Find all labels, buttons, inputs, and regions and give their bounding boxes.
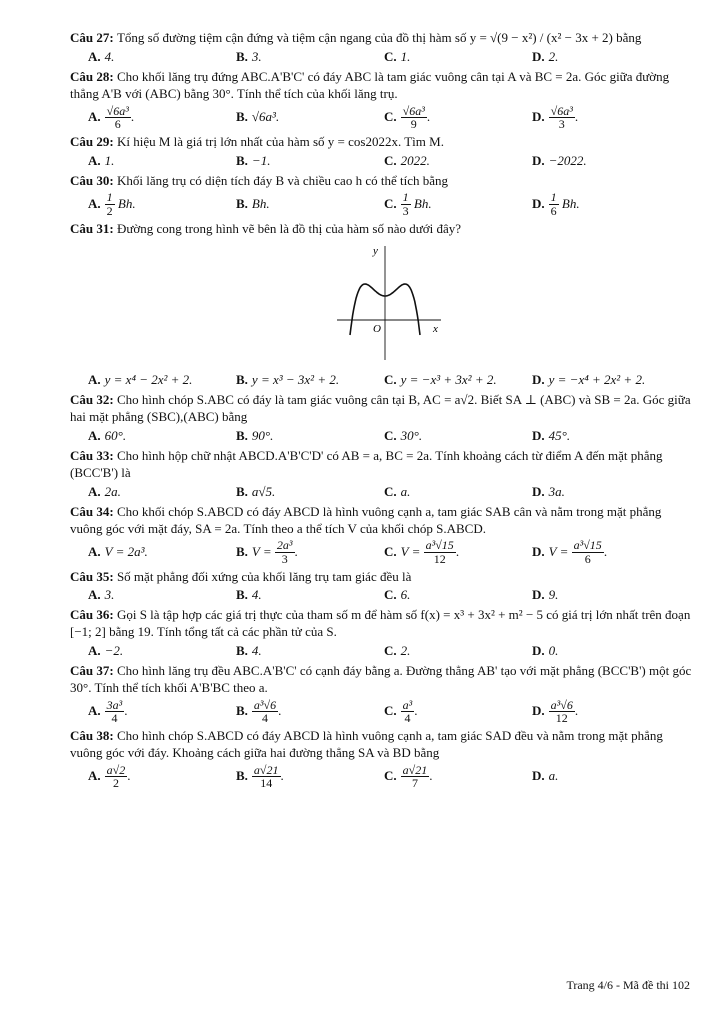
exam-page xyxy=(70,30,692,793)
question-stem xyxy=(70,30,692,47)
answer-option[interactable] xyxy=(366,191,514,217)
option-value: V = 2a³. xyxy=(104,544,148,560)
fraction-denominator: 9 xyxy=(410,117,417,132)
answer-option[interactable] xyxy=(218,153,366,170)
answer-options xyxy=(70,764,692,790)
fraction-numerator: a³√15 xyxy=(573,538,602,553)
answer-options xyxy=(70,484,692,501)
option-fraction xyxy=(572,539,604,565)
option-value: 3. xyxy=(104,587,115,603)
option-letter: B. xyxy=(236,428,248,444)
option-value: 45°. xyxy=(548,428,571,444)
answer-option[interactable] xyxy=(366,49,514,66)
fraction-denominator: 2 xyxy=(112,776,119,791)
option-letter: B. xyxy=(236,703,248,719)
option-letter: D. xyxy=(532,48,545,64)
option-letter: A. xyxy=(88,152,101,168)
fraction-denominator: 3 xyxy=(558,117,565,132)
answer-option[interactable] xyxy=(218,428,366,445)
question-number: Câu 31: xyxy=(70,220,117,236)
fraction-denominator: 3 xyxy=(402,204,409,219)
answer-option[interactable] xyxy=(218,764,366,790)
option-value: −2. xyxy=(104,643,124,659)
option-period: . xyxy=(278,703,282,719)
option-value: 4. xyxy=(251,643,262,659)
option-letter: B. xyxy=(236,587,248,603)
option-letter: D. xyxy=(532,587,545,603)
option-letter: A. xyxy=(88,643,101,659)
answer-options xyxy=(70,539,692,565)
answer-option[interactable] xyxy=(218,699,366,725)
option-letter: C. xyxy=(384,643,397,659)
option-value: 60°. xyxy=(104,428,127,444)
answer-option[interactable] xyxy=(218,539,366,565)
option-value: a. xyxy=(548,768,559,784)
option-letter: D. xyxy=(532,544,545,560)
question-block xyxy=(70,173,692,218)
question-text: Cho khối lăng trụ đứng ABC.A'B'C' có đáy ABC là tam giác vuông cân tại A và BC = 2a. Góc giữa đường thẳng A'B với (ABC) bằng 30°. Tính thể tích của khối lăng trụ. xyxy=(70,68,670,101)
question-text: Cho hình chóp S.ABCD có đáy ABCD là hình vuông cạnh a, tam giác SAD đều và nằm trong mặt phẳng vuông góc với đáy. Khoảng cách giữa hai đường thẳng SA và BD bằng xyxy=(70,728,663,760)
answer-option[interactable] xyxy=(218,587,366,604)
option-letter: D. xyxy=(532,768,545,784)
option-letter: A. xyxy=(88,48,101,64)
question-number: Câu 29: xyxy=(70,133,117,149)
fraction-numerator: a³√6 xyxy=(253,697,277,712)
option-value: 4. xyxy=(104,48,115,64)
question-block xyxy=(70,607,692,660)
fraction-numerator: a√2 xyxy=(106,762,126,777)
answer-option[interactable] xyxy=(218,643,366,660)
question-number: Câu 28: xyxy=(70,68,117,84)
option-value: 3a. xyxy=(548,483,565,499)
answer-option[interactable] xyxy=(366,587,514,604)
question-text: Cho hình chóp S.ABC có đáy là tam giác vuông cân tại B, AC = a√2. Biết SA ⊥ (ABC) và SB = 2a. Góc giữa hai mặt phẳng (SBC),(ABC) bằng xyxy=(70,392,691,425)
option-value: y = −x³ + 3x² + 2. xyxy=(400,372,497,388)
option-fraction xyxy=(549,699,575,725)
option-prefix: V = xyxy=(251,544,275,560)
question-number: Câu 34: xyxy=(70,503,117,519)
answer-option[interactable] xyxy=(366,428,514,445)
option-letter: C. xyxy=(384,544,397,560)
option-fraction xyxy=(105,105,131,131)
option-period: . xyxy=(574,703,579,719)
option-value: Bh. xyxy=(251,196,270,212)
option-fraction xyxy=(105,762,131,791)
option-value: 9. xyxy=(548,587,559,603)
option-letter: D. xyxy=(532,109,545,125)
answer-options xyxy=(70,49,692,66)
answer-option[interactable] xyxy=(70,643,218,660)
option-fraction xyxy=(252,699,278,725)
answer-option[interactable] xyxy=(366,484,514,501)
question-stem xyxy=(70,663,692,697)
option-letter: B. xyxy=(236,196,248,212)
option-letter: B. xyxy=(236,544,248,560)
option-fraction xyxy=(401,105,427,131)
fraction-numerator: 2a³ xyxy=(276,538,293,553)
fraction-numerator: 1 xyxy=(402,190,409,205)
answer-option[interactable] xyxy=(70,372,218,389)
option-letter: C. xyxy=(384,109,397,125)
option-letter: B. xyxy=(236,372,248,388)
fraction-denominator: 2 xyxy=(106,204,113,219)
answer-options xyxy=(70,699,692,725)
answer-option[interactable] xyxy=(514,643,662,660)
option-letter: A. xyxy=(88,483,101,499)
question-text: Kí hiệu M là giá trị lớn nhất của hàm số y = cos2022x. Tìm M. xyxy=(116,133,444,149)
question-text: Gọi S là tập hợp các giá trị thực của tham số m để hàm số f(x) = x³ + 3x² + m² − 5 có giá trị lớn nhất trên đoạn [−1; 2] bằng 19. Tính tổng tất cả các phần tử của S. xyxy=(70,607,691,640)
answer-option[interactable] xyxy=(366,105,514,131)
question-number: Câu 38: xyxy=(70,728,117,744)
option-value: 2a. xyxy=(104,483,121,499)
option-value: 90°. xyxy=(251,428,274,444)
option-period: . xyxy=(414,703,418,719)
fraction-denominator: 4 xyxy=(404,711,411,726)
option-period: . xyxy=(426,109,431,125)
answer-option[interactable] xyxy=(218,49,366,66)
fraction-numerator: a³√15 xyxy=(425,538,454,553)
option-letter: B. xyxy=(236,109,248,125)
fraction-numerator: a√21 xyxy=(402,762,428,777)
option-value: 2022. xyxy=(400,152,430,168)
answer-options xyxy=(70,428,692,445)
option-suffix: Bh. xyxy=(558,196,580,212)
option-period: . xyxy=(294,544,298,560)
option-value: √6a³. xyxy=(251,109,280,125)
option-period: . xyxy=(130,109,135,125)
option-letter: A. xyxy=(88,544,101,560)
option-letter: C. xyxy=(384,483,397,499)
option-letter: D. xyxy=(532,703,545,719)
answer-option[interactable] xyxy=(514,587,662,604)
option-letter: A. xyxy=(88,587,101,603)
question-block xyxy=(70,69,692,131)
option-letter: B. xyxy=(236,768,248,784)
option-period: . xyxy=(429,768,433,784)
answer-option[interactable] xyxy=(70,191,218,217)
option-letter: C. xyxy=(384,703,397,719)
answer-option[interactable] xyxy=(70,105,218,131)
answer-option[interactable] xyxy=(70,153,218,170)
answer-option[interactable] xyxy=(514,372,662,389)
question-number: Câu 33: xyxy=(70,447,117,463)
option-letter: D. xyxy=(532,152,545,168)
question-block xyxy=(70,392,692,445)
question-stem xyxy=(70,134,692,151)
question-block xyxy=(70,569,692,605)
answer-option[interactable] xyxy=(514,49,662,66)
answer-option[interactable] xyxy=(218,372,366,389)
option-value: −1. xyxy=(251,152,271,168)
option-letter: D. xyxy=(532,428,545,444)
answer-option[interactable] xyxy=(514,484,662,501)
option-letter: C. xyxy=(384,196,397,212)
question-block xyxy=(70,30,692,66)
option-value: a√5. xyxy=(251,483,276,499)
question-number: Câu 27: xyxy=(70,30,117,45)
answer-option[interactable] xyxy=(514,191,662,217)
question-number: Câu 30: xyxy=(70,172,117,188)
option-value: 0. xyxy=(548,643,559,659)
page-footer: Trang 4/6 - Mã đề thi 102 xyxy=(566,978,690,992)
answer-options xyxy=(70,643,692,660)
fraction-denominator: 4 xyxy=(111,711,118,726)
question-text: Khối lăng trụ có diện tích đáy B và chiều cao h có thể tích bằng xyxy=(116,172,448,188)
answer-option[interactable] xyxy=(70,587,218,604)
answer-option[interactable] xyxy=(366,699,514,725)
question-number: Câu 37: xyxy=(70,663,117,679)
answer-options xyxy=(70,105,692,131)
option-suffix: Bh. xyxy=(410,196,432,212)
answer-option[interactable] xyxy=(366,372,514,389)
answer-option[interactable] xyxy=(514,428,662,445)
answer-option[interactable] xyxy=(366,539,514,565)
answer-option[interactable] xyxy=(366,764,514,790)
option-letter: C. xyxy=(384,428,397,444)
option-letter: D. xyxy=(532,372,545,388)
option-letter: B. xyxy=(236,152,248,168)
answer-option[interactable] xyxy=(366,643,514,660)
question-text: Số mặt phẳng đối xứng của khối lăng trụ tam giác đều là xyxy=(116,568,412,584)
option-value: 2. xyxy=(548,48,559,64)
option-value: y = −x⁴ + 2x² + 2. xyxy=(548,372,646,388)
fraction-denominator: 6 xyxy=(550,204,557,219)
origin-label: O xyxy=(373,322,381,335)
fraction-denominator: 12 xyxy=(433,552,446,566)
answer-option[interactable] xyxy=(70,484,218,501)
question-block xyxy=(70,504,692,566)
option-value: y = x³ − 3x² + 2. xyxy=(251,372,340,388)
option-fraction xyxy=(275,539,295,565)
answer-options xyxy=(70,372,692,389)
question-block xyxy=(70,221,692,390)
function-graph xyxy=(335,242,445,362)
fraction-numerator: 1 xyxy=(106,190,113,205)
option-fraction xyxy=(549,191,559,217)
option-letter: C. xyxy=(384,587,397,603)
option-period: . xyxy=(455,544,460,560)
fraction-numerator: √6a³ xyxy=(106,103,129,118)
answer-option[interactable] xyxy=(366,153,514,170)
option-letter: D. xyxy=(532,483,545,499)
question-text: Tổng số đường tiệm cận đứng và tiệm cận ngang của đồ thị hàm số y = √(9 − x²) / (x² − 3x + 2) bằng xyxy=(116,30,642,45)
answer-option[interactable] xyxy=(514,153,662,170)
fraction-denominator: 12 xyxy=(555,711,568,726)
option-period: . xyxy=(124,703,128,719)
option-fraction xyxy=(401,191,411,217)
option-letter: A. xyxy=(88,703,101,719)
option-fraction xyxy=(549,105,575,131)
question-block xyxy=(70,448,692,501)
option-letter: B. xyxy=(236,483,248,499)
option-period: . xyxy=(280,768,284,784)
y-axis-label: y xyxy=(373,244,378,257)
question-stem xyxy=(70,504,692,538)
option-letter: A. xyxy=(88,768,101,784)
answer-option[interactable] xyxy=(514,105,662,131)
question-stem xyxy=(70,69,692,103)
option-period: . xyxy=(574,109,579,125)
question-number: Câu 36: xyxy=(70,607,117,623)
answer-option[interactable] xyxy=(70,699,218,725)
option-value: 6. xyxy=(400,587,411,603)
answer-option[interactable] xyxy=(514,699,662,725)
option-letter: C. xyxy=(384,152,397,168)
option-fraction xyxy=(105,191,115,217)
answer-option[interactable] xyxy=(70,428,218,445)
option-suffix: Bh. xyxy=(114,196,136,212)
question-number: Câu 35: xyxy=(70,568,117,584)
fraction-numerator: √6a³ xyxy=(550,103,573,118)
fraction-denominator: 3 xyxy=(281,552,288,566)
option-fraction xyxy=(252,764,281,790)
fraction-denominator: 14 xyxy=(260,776,273,791)
option-letter: A. xyxy=(88,428,101,444)
answer-option[interactable] xyxy=(70,764,218,790)
question-block xyxy=(70,728,692,790)
fraction-denominator: 6 xyxy=(584,552,591,566)
option-period: . xyxy=(127,768,131,784)
answer-option[interactable] xyxy=(70,539,218,565)
option-period: . xyxy=(603,544,608,560)
option-letter: B. xyxy=(236,48,248,64)
option-letter: C. xyxy=(384,48,397,64)
question-block xyxy=(70,134,692,170)
option-value: 1. xyxy=(104,152,115,168)
option-fraction xyxy=(401,697,418,726)
option-fraction xyxy=(401,762,433,791)
question-stem xyxy=(70,728,692,762)
option-prefix: V = xyxy=(548,544,572,560)
question-text: Đường cong trong hình vẽ bên là đồ thị của hàm số nào dưới đây? xyxy=(116,220,462,236)
fraction-denominator: 6 xyxy=(114,117,121,132)
fraction-numerator: √6a³ xyxy=(402,103,425,118)
option-value: 30°. xyxy=(400,428,423,444)
option-prefix: V = xyxy=(400,544,424,560)
answer-option[interactable] xyxy=(514,539,662,565)
option-fraction xyxy=(424,539,456,565)
fraction-numerator: a√21 xyxy=(253,762,279,777)
x-axis-label: x xyxy=(433,322,438,335)
answer-option[interactable] xyxy=(514,764,662,790)
question-text: Cho hình lăng trụ đều ABC.A'B'C' có cạnh đáy bằng a. Đường thẳng AB' tạo với mặt phẳng (BCC'B') một góc 30°. Tính thể tích khối A'B'BC theo a. xyxy=(70,663,692,695)
option-letter: D. xyxy=(532,643,545,659)
question-stem xyxy=(70,392,692,426)
option-value: 2. xyxy=(400,643,411,659)
option-value: a. xyxy=(400,483,411,499)
option-letter: C. xyxy=(384,372,397,388)
fraction-numerator: a³ xyxy=(402,697,413,712)
fraction-numerator: 3a³ xyxy=(106,697,123,712)
answer-option[interactable] xyxy=(218,105,366,131)
option-letter: A. xyxy=(88,196,101,212)
option-letter: C. xyxy=(384,768,397,784)
question-stem xyxy=(70,173,692,190)
option-letter: D. xyxy=(532,196,545,212)
answer-option[interactable] xyxy=(70,49,218,66)
question-text: Cho khối chóp S.ABCD có đáy ABCD là hình vuông cạnh a, tam giác SAB cân và nằm trong mặt phẳng vuông góc với mặt đáy, SA = 2a. Tính theo a thể tích V của khối chóp S.ABCD. xyxy=(70,503,662,536)
option-value: y = x⁴ − 2x² + 2. xyxy=(104,372,193,388)
fraction-numerator: 1 xyxy=(550,190,557,205)
question-stem xyxy=(70,569,692,586)
question-stem xyxy=(70,448,692,482)
option-letter: A. xyxy=(88,372,101,388)
fraction-numerator: a³√6 xyxy=(550,697,573,712)
question-stem xyxy=(70,221,692,238)
answer-options xyxy=(70,587,692,604)
answer-options xyxy=(70,153,692,170)
option-value: 4. xyxy=(251,587,262,603)
answer-option[interactable] xyxy=(218,191,366,217)
option-value: −2022. xyxy=(548,152,587,168)
question-text: Cho hình hộp chữ nhật ABCD.A'B'C'D' có AB = a, BC = 2a. Tính khoảng cách từ điểm A đến mặt phẳng (BCC'B') là xyxy=(70,447,663,480)
option-letter: B. xyxy=(236,643,248,659)
answer-options xyxy=(70,191,692,217)
fraction-denominator: 4 xyxy=(262,711,269,726)
question-stem xyxy=(70,607,692,641)
option-value: 1. xyxy=(400,48,411,64)
answer-option[interactable] xyxy=(218,484,366,501)
question-block xyxy=(70,663,692,725)
fraction-denominator: 7 xyxy=(411,776,418,791)
option-fraction xyxy=(105,697,128,726)
option-value: 3. xyxy=(251,48,262,64)
question-number: Câu 32: xyxy=(70,392,117,408)
option-letter: A. xyxy=(88,109,101,125)
